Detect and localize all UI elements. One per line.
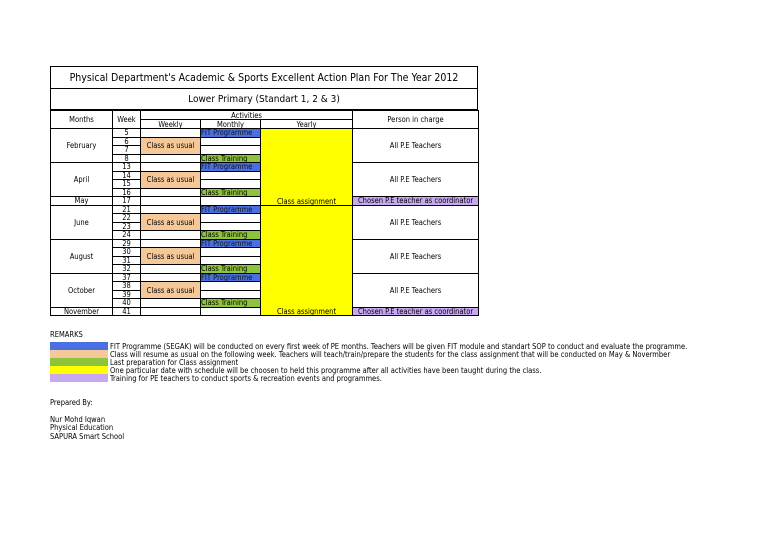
month-label: October <box>51 273 113 307</box>
week-number: 13 <box>113 163 141 172</box>
header-yearly: Yearly <box>261 120 353 129</box>
weekly-cell <box>141 129 201 138</box>
week-number: 38 <box>113 282 141 291</box>
monthly-cell <box>201 214 261 223</box>
monthly-cell <box>201 248 261 257</box>
class-assignment-label: Class assignment <box>276 196 337 205</box>
month-label: November <box>51 307 113 316</box>
remarks-section <box>50 330 687 382</box>
monthly-cell <box>201 282 261 291</box>
person-chosen-coordinator: Chosen P.E teacher as coordinator <box>353 197 479 206</box>
month-label: April <box>51 163 113 197</box>
week-number: 37 <box>113 273 141 282</box>
weekly-cell <box>141 299 201 308</box>
person-all-pe-teachers: All P.E Teachers <box>353 239 479 273</box>
monthly-fit-programme: FIT Programme <box>201 163 261 172</box>
weekly-class-as-usual: Class as usual <box>141 137 201 154</box>
monthly-cell <box>201 171 261 180</box>
remarks-heading: REMARKS <box>50 330 83 339</box>
week-number: 7 <box>113 146 141 155</box>
monthly-cell <box>201 197 261 206</box>
remark-text: One particular date with schedule will be choosen to held this programme after all activities have been taught during the class. <box>110 365 542 375</box>
month-label: August <box>51 239 113 273</box>
week-number: 21 <box>113 205 141 214</box>
weekly-cell <box>141 154 201 163</box>
week-number: 29 <box>113 239 141 248</box>
monthly-class-training: Class Training <box>201 154 261 163</box>
monthly-cell <box>201 180 261 189</box>
monthly-fit-programme: FIT Programme <box>201 239 261 248</box>
week-number: 15 <box>113 180 141 189</box>
weekly-cell <box>141 205 201 214</box>
person-all-pe-teachers: All P.E Teachers <box>353 205 479 239</box>
week-number: 6 <box>113 137 141 146</box>
week-number: 39 <box>113 290 141 299</box>
monthly-fit-programme: FIT Programme <box>201 129 261 138</box>
weekly-cell <box>141 265 201 274</box>
preparer-name: Nur Mohd Iqwan <box>50 414 106 424</box>
remark-color-swatch <box>50 366 108 374</box>
weekly-class-as-usual: Class as usual <box>141 248 201 265</box>
remark-color-swatch <box>50 358 108 366</box>
yearly-class-assignment <box>261 129 353 206</box>
monthly-class-training: Class Training <box>201 231 261 240</box>
week-number: 40 <box>113 299 141 308</box>
plan-subtitle: Lower Primary (Standart 1, 2 & 3) <box>50 89 478 110</box>
monthly-cell <box>201 137 261 146</box>
weekly-class-as-usual: Class as usual <box>141 214 201 231</box>
week-number: 8 <box>113 154 141 163</box>
remark-text: Training for PE teachers to conduct sports & recreation events and programmes. <box>110 373 382 383</box>
monthly-class-training: Class Training <box>201 265 261 274</box>
month-label: February <box>51 129 113 163</box>
week-number: 23 <box>113 222 141 231</box>
header-weekly: Weekly <box>141 120 201 129</box>
week-number: 31 <box>113 256 141 265</box>
remark-color-swatch <box>50 350 108 358</box>
weekly-class-as-usual: Class as usual <box>141 282 201 299</box>
person-all-pe-teachers: All P.E Teachers <box>353 129 479 163</box>
weekly-cell <box>141 163 201 172</box>
weekly-cell <box>141 197 201 206</box>
header-week: Week <box>113 111 141 129</box>
week-number: 5 <box>113 129 141 138</box>
week-number: 22 <box>113 214 141 223</box>
remark-color-swatch <box>50 374 108 382</box>
remark-text: FIT Programme (SEGAK) will be conducted on every first week of PE months. Teachers will be given FIT module and standart SOP to conduct and evaluate the programme. <box>110 341 688 351</box>
week-number: 14 <box>113 171 141 180</box>
prepared-by-label: Prepared By: <box>50 398 93 407</box>
monthly-cell <box>201 307 261 316</box>
weekly-cell <box>141 239 201 248</box>
weekly-class-as-usual: Class as usual <box>141 171 201 188</box>
remark-text: Class will resume as usual on the following week. Teachers will teach/train/prepare the students for the class assignment that will be conducted on May & Novermber <box>110 349 671 359</box>
monthly-fit-programme: FIT Programme <box>201 205 261 214</box>
weekly-cell <box>141 188 201 197</box>
remarks-list <box>50 342 687 382</box>
plan-title: Physical Department's Academic & Sports Excellent Action Plan For The Year 2012 <box>50 66 478 89</box>
plan-table <box>50 110 479 316</box>
weekly-cell <box>141 307 201 316</box>
monthly-cell <box>201 146 261 155</box>
action-plan-sheet <box>50 66 478 316</box>
week-number: 32 <box>113 265 141 274</box>
monthly-cell <box>201 290 261 299</box>
weekly-cell <box>141 273 201 282</box>
header-person: Person in charge <box>353 111 479 129</box>
monthly-class-training: Class Training <box>201 188 261 197</box>
monthly-cell <box>201 222 261 231</box>
person-chosen-coordinator: Chosen P.E teacher as coordinator <box>353 307 479 316</box>
remark-color-swatch <box>50 342 108 350</box>
person-all-pe-teachers: All P.E Teachers <box>353 163 479 197</box>
remark-item <box>50 374 687 382</box>
header-months: Months <box>51 111 113 129</box>
remark-text: Last preparation for Class assignment <box>110 357 239 367</box>
class-assignment-label: Class assignment <box>276 307 337 316</box>
preparer-department: Physical Education <box>50 423 114 432</box>
week-number: 16 <box>113 188 141 197</box>
month-label: June <box>51 205 113 239</box>
prepared-by-block <box>50 399 124 441</box>
week-number: 24 <box>113 231 141 240</box>
monthly-cell <box>201 256 261 265</box>
week-number: 30 <box>113 248 141 257</box>
person-all-pe-teachers: All P.E Teachers <box>353 273 479 307</box>
header-monthly: Monthly <box>201 120 261 129</box>
week-row <box>51 129 479 138</box>
month-label: May <box>51 197 113 206</box>
yearly-class-assignment <box>261 205 353 316</box>
week-number: 17 <box>113 197 141 206</box>
header-activities: Activities <box>141 111 353 120</box>
monthly-fit-programme: FIT Programme <box>201 273 261 282</box>
monthly-class-training: Class Training <box>201 299 261 308</box>
week-row <box>51 205 479 214</box>
weekly-cell <box>141 231 201 240</box>
preparer-school: SAPURA Smart School <box>50 431 125 441</box>
week-number: 41 <box>113 307 141 316</box>
